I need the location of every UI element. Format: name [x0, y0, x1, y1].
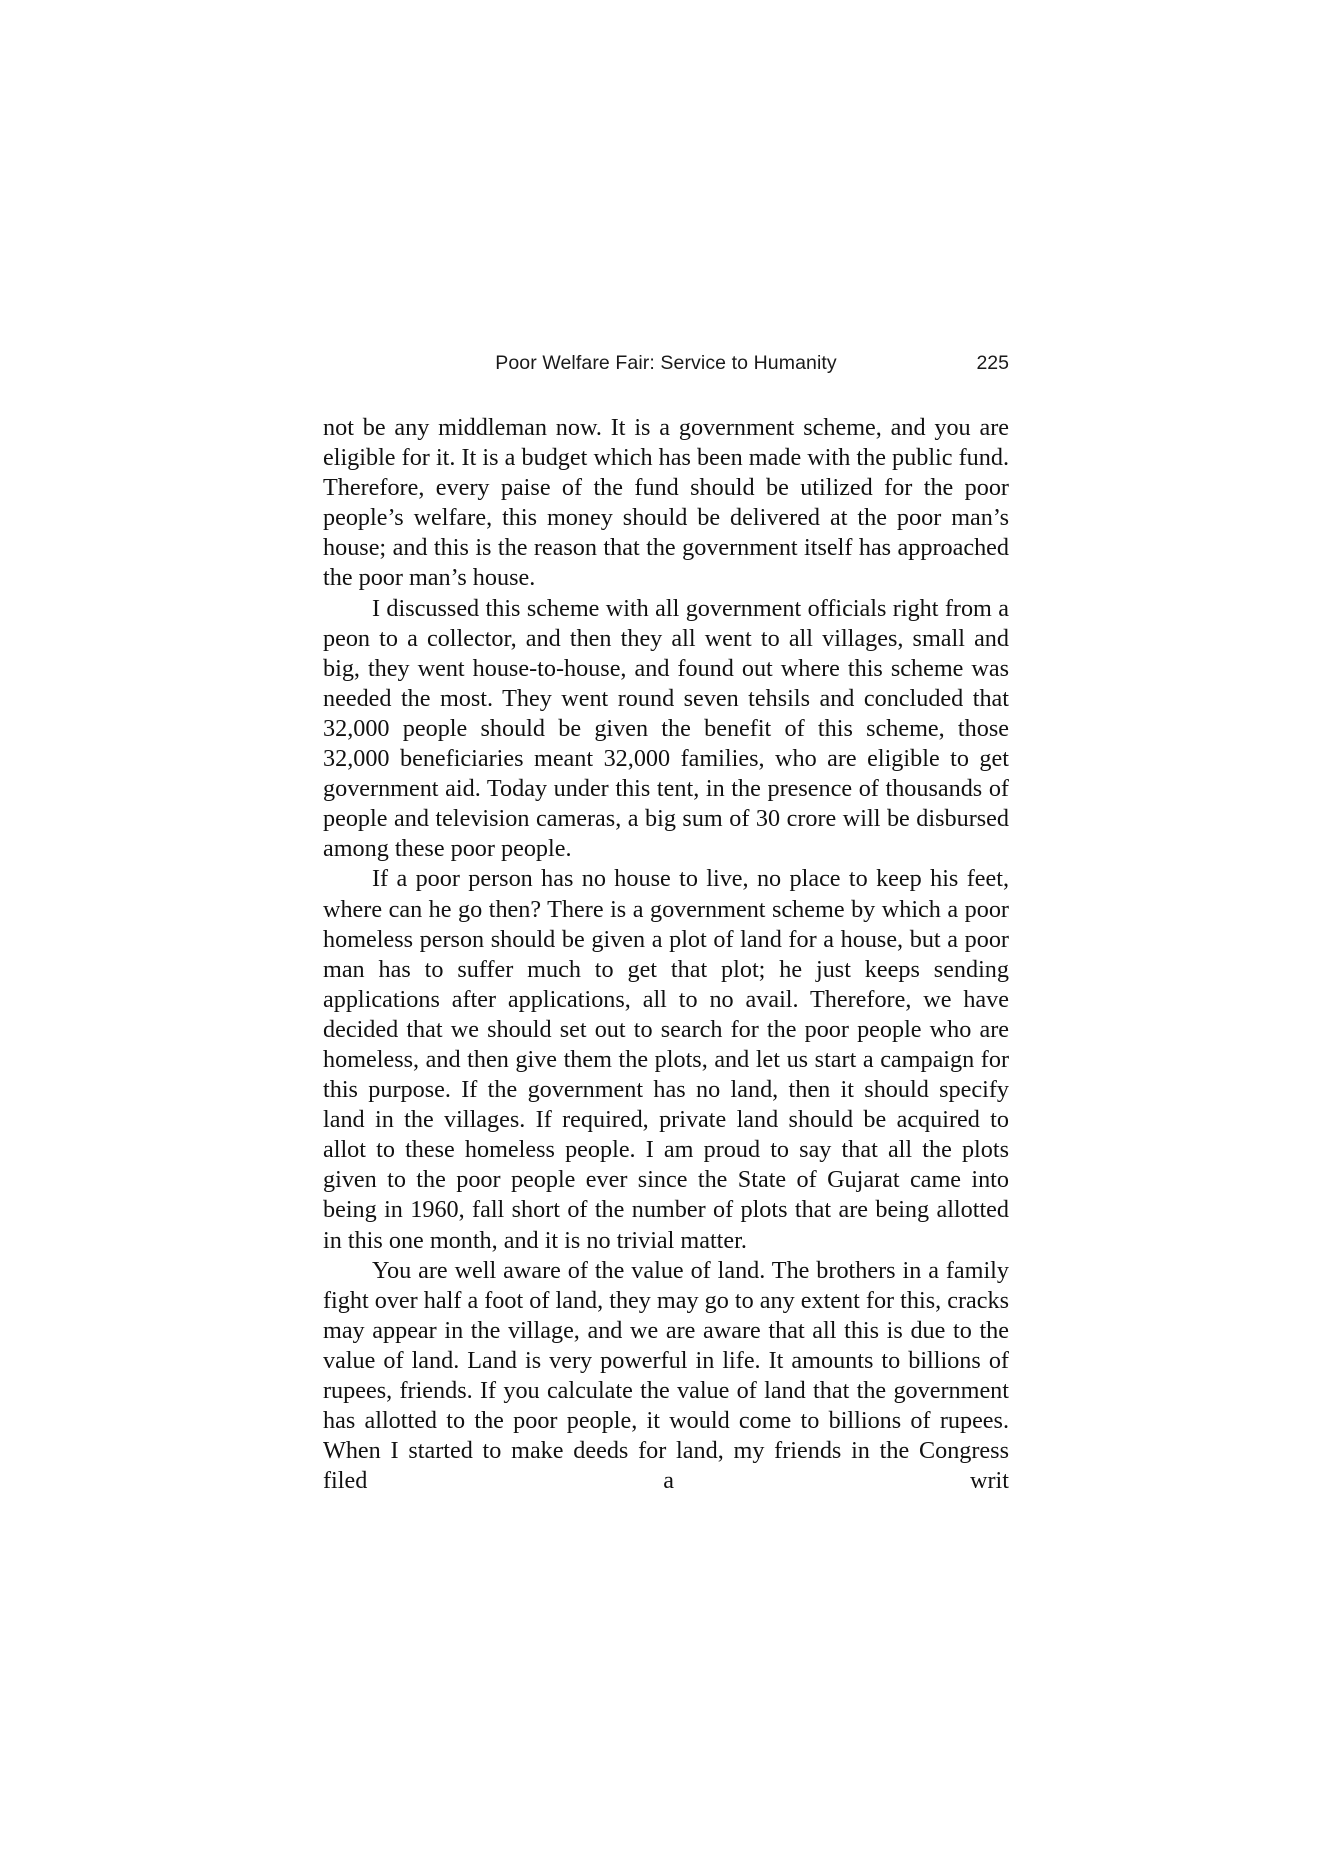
running-header	[323, 352, 1009, 382]
paragraph: You are well aware of the value of land. The brothers in a family fight over half a foot of land, they may go to any extent for this, cracks may appear in the village, and we are aware that all this is due to the value of land. Land is very powerful in life. It amounts to billions of rupees, friends. If you calculate the value of land that the government has allotted to the poor people, it would come to billions of rupees. When I started to make deeds for land, my friends in the Congress filed a writ	[323, 1256, 1009, 1495]
body-text	[323, 413, 1009, 1496]
page-number: 225	[976, 352, 1009, 374]
paragraph: If a poor person has no house to live, no place to keep his feet, where can he go then? There is a government scheme by which a poor homeless person should be given a plot of land for a house, but a poor man has to suffer much to get that plot; he just keeps sending applications after applications, all to no avail. Therefore, we have decided that we should set out to search for the poor people who are homeless, and then give them the plots, and let us start a campaign for this purpose. If the government has no land, then it should specify land in the villages. If required, private land should be acquired to allot to these homeless people. I am proud to say that all the plots given to the poor people ever since the State of Gujarat came into being in 1960, fall short of the number of plots that are being allotted in this one month, and it is no trivial matter.	[323, 865, 1009, 1254]
running-title: Poor Welfare Fair: Service to Humanity	[495, 352, 837, 374]
paragraph-continued: not be any middleman now. It is a government scheme, and you are eligible for it. It is a budget which has been made with the public fund. Therefore, every paise of the fund should be utilized for the poor people’s welfare, this money should be delivered at the poor man’s house; and this is the reason that the government itself has approached the poor man’s house.	[323, 414, 1009, 592]
paragraph: I discussed this scheme with all government officials right from a peon to a collector, and then they all went to all villages, small and big, they went house-to-house, and found out where this scheme was needed the most. They went round seven tehsils and concluded that 32,000 people should be given the benefit of this scheme, those 32,000 beneficiaries meant 32,000 families, who are eligible to get government aid. Today under this tent, in the presence of thousands of people and television cameras, a big sum of 30 crore will be disbursed among these poor people.	[323, 594, 1009, 863]
